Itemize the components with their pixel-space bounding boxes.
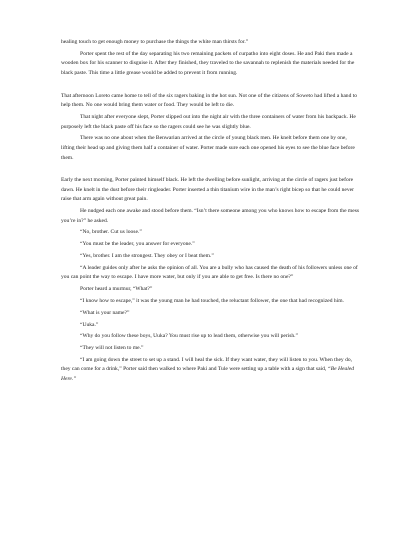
paragraph-text: “I am going down the street to set up a stand. I will heal the sick. If they want water, they will listen to you. When they do, they can come for a drink,” Porter said then walked to where Paki and Tule were setting up a table with a sign that said, — [61, 356, 353, 373]
paragraph: “Yes, brother. I am the strongest. They obey or I beat them.” — [80, 253, 214, 259]
paragraph: Porter heard a murmur, “What?” — [80, 286, 153, 293]
paragraph: “Uuka.” — [80, 321, 99, 328]
sign-text: “Be Healed Here.” — [61, 366, 354, 383]
paragraph: Early the next morning, Porter painted himself black. He left the dwelling before sunlight, arriving at the circle of ragers just before dawn. He knelt in the dust before their ringleader. Porter inserted a thin titanium wire in the man’s right bicep so that he could never raise that arm again without great pain. — [61, 177, 354, 203]
paragraph: Porter spent the rest of the day separating his two remaining packets of curpatho into eight doses. He and Paki then made a wooden box for his scanner to disguise it. After they finished, they traveled to the savannah to replenish the materials needed for the black paste. This time a little grease would be added to prevent it from running. — [61, 50, 355, 76]
paragraph: There was no one about when the Benwarian arrived at the circle of young black men. He knelt before them one by one, lifting their head up and giving them half a container of water. Porter made sure each one opened his eyes to see the blue face before them. — [61, 135, 355, 161]
paragraph: “A leader guides only after he asks the opinion of all. You are a bully who has caused the death of his followers unless one of you can point the way to escape. I have more water, but only if you are able to get free. Is there no one?” — [61, 264, 358, 281]
paragraph — [61, 356, 359, 385]
paragraph: He nudged each one awake and stood before them. “Isn’t there someone among you who knows how to escape from the mess you’re in?” he asked. — [61, 208, 360, 224]
paragraph: “No, brother. Cut us loose.” — [80, 229, 142, 236]
paragraph: That night after everyone slept, Porter slipped out into the night air with the three containers of water from his backpack. He purposely left the black paste off his face so the ragers could see he was slightly blue. — [61, 113, 356, 130]
section-break — [61, 79, 359, 92]
paragraph: “I know how to escape,” it was the young man he had touched, the reluctant follower, the one that had recognized him. — [80, 297, 344, 304]
paragraph: healing touch to get enough money to purchase the things the white man thirsts for.” — [61, 39, 249, 45]
paragraph: “What is your name?” — [80, 309, 130, 316]
paragraph: “Why do you follow these boys, Uuka? You must rise up to lead them, otherwise you will perish.” — [80, 333, 298, 340]
paragraph: That afternoon Loreto came home to tell of the six ragers baking in the hot sun. Not one of the citizens of Soweto had lifted a hand to help them. No one would bring them water or food. They would be left to die. — [61, 92, 358, 109]
paragraph: “You must be the leader, you answer for everyone.” — [80, 241, 195, 248]
paragraph: “They will not listen to me.” — [80, 345, 144, 352]
section-break — [61, 163, 359, 176]
